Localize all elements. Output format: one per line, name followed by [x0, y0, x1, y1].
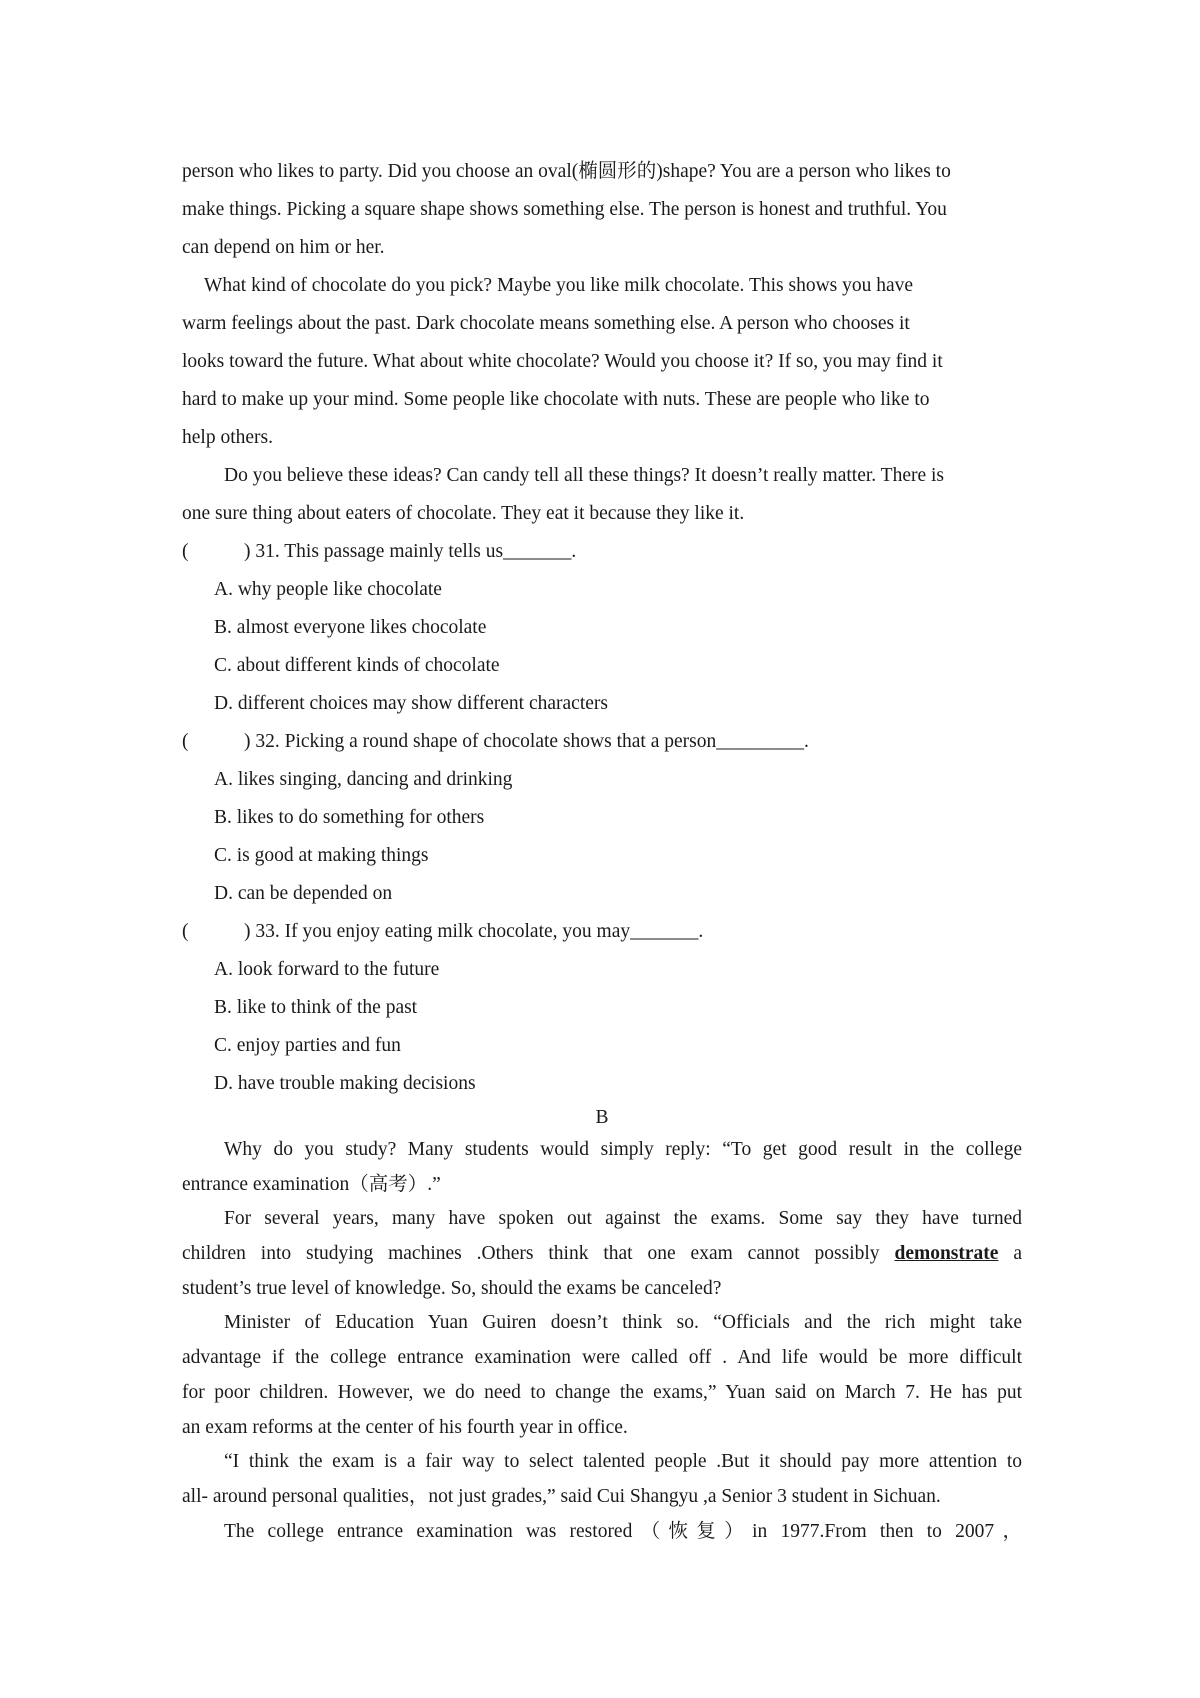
passage-line: advantage if the college entrance examination were called off . And life would be more difficult [182, 1347, 1022, 1369]
passage-line: for poor children. However, we do need to change the exams,” Yuan said on March 7. He has put [182, 1381, 1022, 1403]
passage-line: What kind of chocolate do you pick? Maybe you like milk chocolate. This shows you have [204, 275, 914, 296]
passage-line: The college entrance examination was restored（恢复）in 1977.From then to 2007， [224, 1520, 1022, 1542]
passage-line: Why do you study? Many students would simply reply: “To get good result in the college [224, 1139, 1022, 1160]
option-c: C. enjoy parties and fun [214, 1035, 401, 1056]
passage-line [182, 1237, 1022, 1272]
section-heading: B [595, 1107, 609, 1128]
passage-line: warm feelings about the past. Dark chocolate means something else. A person who chooses it [182, 313, 910, 334]
answer-paren: ( [182, 731, 189, 752]
passage-line: Do you believe these ideas? Can candy tell all these things? It doesn’t really matter. There is [224, 465, 945, 486]
passage-line: “I think the exam is a fair way to select talented people .But it should pay more attention to [224, 1451, 1022, 1473]
passage-line: hard to make up your mind. Some people like chocolate with nuts. These are people who like to [182, 389, 930, 410]
option-d: D. can be depended on [214, 883, 393, 904]
option-c: C. is good at making things [214, 845, 429, 866]
question-stem: ) 33. If you enjoy eating milk chocolate, you may_______. [244, 921, 704, 942]
passage-line: one sure thing about eaters of chocolate. They eat it because they like it. [182, 503, 745, 524]
option-a: A. why people like chocolate [214, 579, 442, 600]
question-stem: ) 31. This passage mainly tells us_______. [244, 541, 577, 562]
passage-line: entrance examination（高考）.” [182, 1173, 441, 1195]
option-b: B. like to think of the past [214, 997, 418, 1018]
passage-line: can depend on him or her. [182, 237, 385, 258]
option-a: A. look forward to the future [214, 959, 440, 980]
option-a: A. likes singing, dancing and drinking [214, 769, 513, 790]
passage-line: make things. Picking a square shape shows something else. The person is honest and truthful. You [182, 199, 947, 220]
answer-paren: ( [182, 921, 189, 942]
option-d: D. have trouble making decisions [214, 1073, 476, 1094]
passage-line: an exam reforms at the center of his fourth year in office. [182, 1416, 628, 1438]
question-31 [182, 533, 1022, 571]
option-d: D. different choices may show different characters [214, 693, 608, 714]
passage-line: help others. [182, 427, 273, 448]
passage-line: person who likes to party. Did you choose an oval(椭圆形的)shape? You are a person who likes to [182, 161, 951, 182]
passage-line: student’s true level of knowledge. So, should the exams be canceled? [182, 1277, 722, 1299]
option-c: C. about different kinds of chocolate [214, 655, 500, 676]
question-stem: ) 32. Picking a round shape of chocolate shows that a person_________. [244, 731, 809, 752]
passage-line: looks toward the future. What about white chocolate? Would you choose it? If so, you may find it [182, 351, 943, 372]
passage-line: Minister of Education Yuan Guiren doesn’t think so. “Officials and the rich might take [224, 1312, 1022, 1334]
option-b: B. likes to do something for others [214, 807, 485, 828]
passage-b [182, 1133, 1022, 1549]
passage-line: all- around personal qualities，not just grades,” said Cui Shangyu ,a Senior 3 student in Sichuan. [182, 1485, 941, 1507]
question-32 [182, 723, 1022, 761]
question-33 [182, 913, 1022, 951]
option-b: B. almost everyone likes chocolate [214, 617, 487, 638]
answer-paren: ( [182, 541, 189, 562]
passage-line: For several years, many have spoken out against the exams. Some say they have turned [224, 1208, 1022, 1230]
document-body [182, 153, 1022, 1549]
underlined-word: demonstrate [894, 1243, 999, 1265]
text-span: children into studying machines .Others think that one exam cannot possibly [182, 1243, 895, 1265]
text-span: a [998, 1243, 1023, 1265]
